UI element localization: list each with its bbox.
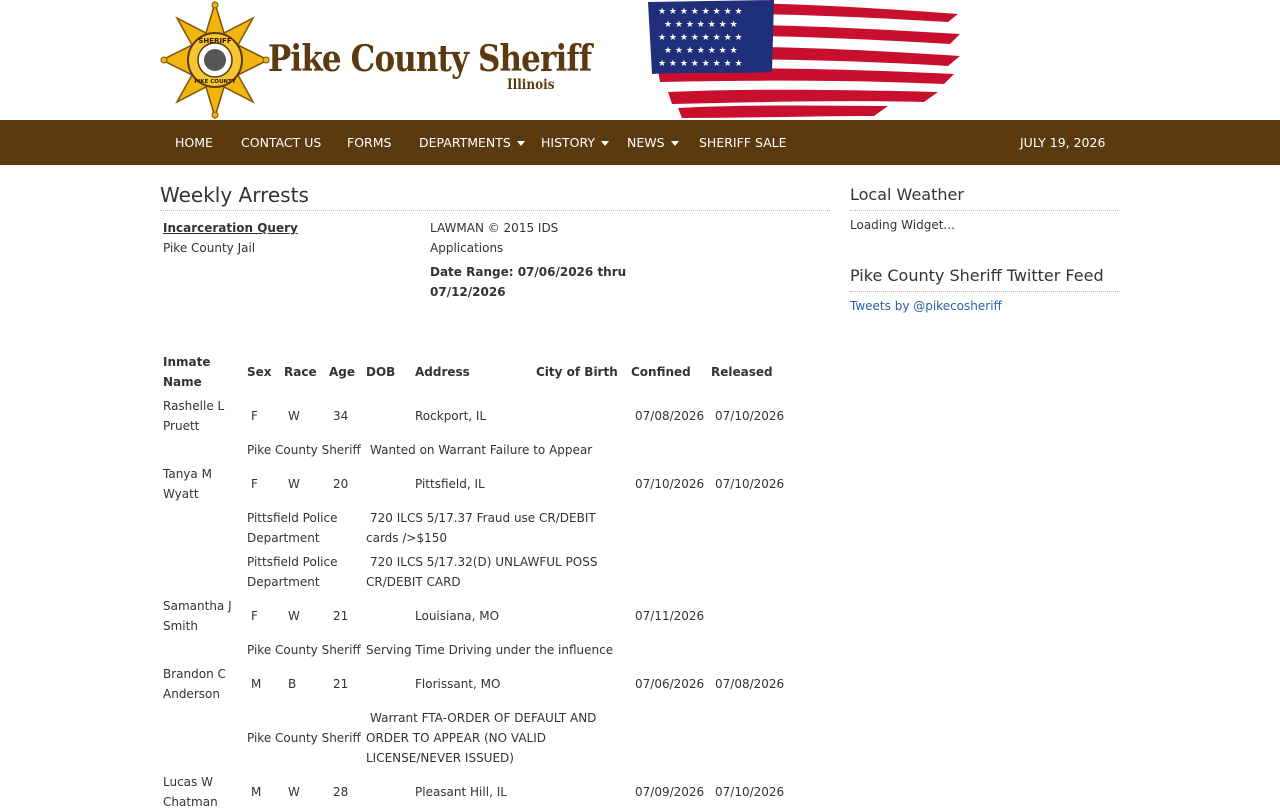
inmate-name: Tanya M — [163, 467, 212, 481]
nav-departments[interactable] — [419, 120, 525, 165]
charge-description: Wanted on Warrant Failure to Appear — [370, 443, 593, 457]
inmate-age: 21 — [333, 609, 349, 623]
page-title: Weekly Arrests — [160, 183, 309, 207]
col-inmate-name-line2: Name — [163, 375, 202, 389]
inmate-sex: M — [251, 785, 262, 799]
inmate-address: Pittsfield, IL — [415, 477, 485, 491]
charge-agency: Pittsfield Police — [247, 511, 338, 525]
inmate-race: W — [288, 785, 300, 799]
inmate-name-line2: Pruett — [163, 419, 200, 433]
inmate-confined: 07/09/2026 — [635, 785, 705, 799]
weather-heading: Local Weather — [850, 185, 964, 204]
col-sex: Sex — [247, 365, 272, 379]
inmate-age: 20 — [333, 477, 349, 491]
inmate-name: Lucas W — [163, 775, 213, 789]
inmate-age: 34 — [333, 409, 349, 423]
col-city-of-birth: City of Birth — [536, 365, 618, 379]
inmate-confined: 07/10/2026 — [635, 477, 705, 491]
col-age: Age — [329, 365, 356, 379]
svg-text:★ ★ ★ ★ ★ ★ ★: ★ ★ ★ ★ ★ ★ ★ — [664, 46, 738, 56]
inmate-name-line2: Smith — [163, 619, 198, 633]
charge-agency-line2: Department — [247, 531, 320, 545]
inmate-name-line2: Wyatt — [163, 487, 199, 501]
badge-top-text: SHERIFF — [198, 37, 232, 45]
inmate-address: Florissant, MO — [415, 677, 501, 691]
twitter-feed-link[interactable]: Tweets by @pikecosheriff — [850, 299, 1002, 313]
inmate-name: Brandon C — [163, 667, 226, 681]
inmate-sex: M — [251, 677, 262, 691]
inmate-confined: 07/06/2026 — [635, 677, 705, 691]
nav-forms[interactable]: FORMS — [347, 135, 392, 150]
charge-description-line2: ORDER TO APPEAR (NO VALID — [366, 731, 547, 745]
charge-description: Serving Time Driving under the influence — [366, 643, 614, 657]
sheriff-badge-logo[interactable] — [160, 1, 270, 119]
charge-description-line3: LICENSE/NEVER ISSUED) — [366, 751, 514, 765]
site-title[interactable]: Pike County Sheriff — [268, 38, 592, 80]
lawman-copyright: LAWMAN © 2015 IDS — [430, 221, 559, 235]
nav-news-label: NEWS — [627, 135, 665, 150]
svg-text:★ ★ ★ ★ ★ ★ ★ ★: ★ ★ ★ ★ ★ ★ ★ ★ — [658, 33, 743, 43]
american-flag-image — [648, 0, 962, 120]
inmate-race: W — [288, 609, 300, 623]
inmate-released: 07/08/2026 — [715, 677, 785, 691]
charge-description-line2: CR/DEBIT CARD — [366, 575, 461, 589]
inmate-sex: F — [251, 609, 258, 623]
inmate-age: 28 — [333, 785, 349, 799]
nav-contact-us[interactable]: CONTACT US — [241, 135, 322, 150]
inmate-age: 21 — [333, 677, 349, 691]
inmate-name: Rashelle L — [163, 399, 225, 413]
twitter-heading: Pike County Sheriff Twitter Feed — [850, 266, 1104, 285]
nav-date: JULY 19, 2026 — [1020, 135, 1106, 150]
svg-text:★ ★ ★ ★ ★ ★ ★ ★: ★ ★ ★ ★ ★ ★ ★ ★ — [658, 7, 743, 17]
charge-agency-line2: Department — [247, 575, 320, 589]
nav-history[interactable] — [541, 120, 609, 165]
lawman-copyright-line2: Applications — [430, 241, 504, 255]
charge-agency: Pike County Sheriff — [247, 731, 361, 745]
inmate-race: W — [288, 477, 300, 491]
nav-departments-label: DEPARTMENTS — [419, 135, 511, 150]
site-state: Illinois — [507, 77, 555, 93]
inmate-released: 07/10/2026 — [715, 477, 785, 491]
nav-home[interactable]: HOME — [175, 135, 213, 150]
jail-name: Pike County Jail — [163, 241, 256, 255]
inmate-name: Samantha J — [163, 599, 232, 613]
charge-agency: Pike County Sheriff — [247, 643, 361, 657]
nav-news[interactable] — [627, 120, 679, 165]
col-inmate-name: Inmate — [163, 355, 211, 369]
inmate-address: Pleasant Hill, IL — [415, 785, 507, 799]
site-header — [0, 0, 1280, 120]
charge-agency: Pittsfield Police — [247, 555, 338, 569]
col-confined: Confined — [631, 365, 691, 379]
col-address: Address — [415, 365, 470, 379]
nav-history-label: HISTORY — [541, 135, 596, 150]
charge-description-line2: cards />$150 — [366, 531, 447, 545]
date-range-line2: 07/12/2026 — [430, 285, 506, 299]
weather-loading-text: Loading Widget... — [850, 218, 955, 232]
charge-agency: Pike County Sheriff — [247, 443, 361, 457]
inmate-sex: F — [251, 477, 258, 491]
inmate-race: B — [288, 677, 297, 691]
chevron-down-icon — [671, 141, 679, 146]
inmate-race: W — [288, 409, 300, 423]
charge-description: 720 ILCS 5/17.32(D) UNLAWFUL POSS — [370, 555, 598, 569]
inmate-confined: 07/11/2026 — [635, 609, 705, 623]
svg-text:★ ★ ★ ★ ★ ★ ★ ★: ★ ★ ★ ★ ★ ★ ★ ★ — [658, 59, 743, 69]
inmate-name-line2: Anderson — [163, 687, 220, 701]
weather-divider — [850, 210, 1120, 211]
inmate-confined: 07/08/2026 — [635, 409, 705, 423]
heading-divider — [160, 210, 830, 211]
col-dob: DOB — [366, 365, 396, 379]
charge-description: Warrant FTA-ORDER OF DEFAULT AND — [370, 711, 597, 725]
inmate-name-line2: Chatman — [163, 795, 218, 809]
inmate-address: Louisiana, MO — [415, 609, 500, 623]
inmate-released: 07/10/2026 — [715, 409, 785, 423]
twitter-divider — [850, 291, 1120, 292]
main-nav — [0, 120, 1280, 165]
badge-bottom-text: PIKE COUNTY — [194, 79, 236, 85]
chevron-down-icon — [517, 141, 525, 146]
inmate-address: Rockport, IL — [415, 409, 487, 423]
nav-sheriff-sale[interactable]: SHERIFF SALE — [699, 135, 787, 150]
charge-description: 720 ILCS 5/17.37 Fraud use CR/DEBIT — [370, 511, 596, 525]
chevron-down-icon — [601, 141, 609, 146]
inmate-sex: F — [251, 409, 258, 423]
date-range: Date Range: 07/06/2026 thru — [430, 265, 627, 279]
incarceration-query-link[interactable]: Incarceration Query — [163, 221, 298, 235]
col-released: Released — [711, 365, 773, 379]
svg-text:★ ★ ★ ★ ★ ★ ★: ★ ★ ★ ★ ★ ★ ★ — [664, 20, 738, 30]
inmate-released: 07/10/2026 — [715, 785, 785, 799]
col-race: Race — [284, 365, 317, 379]
